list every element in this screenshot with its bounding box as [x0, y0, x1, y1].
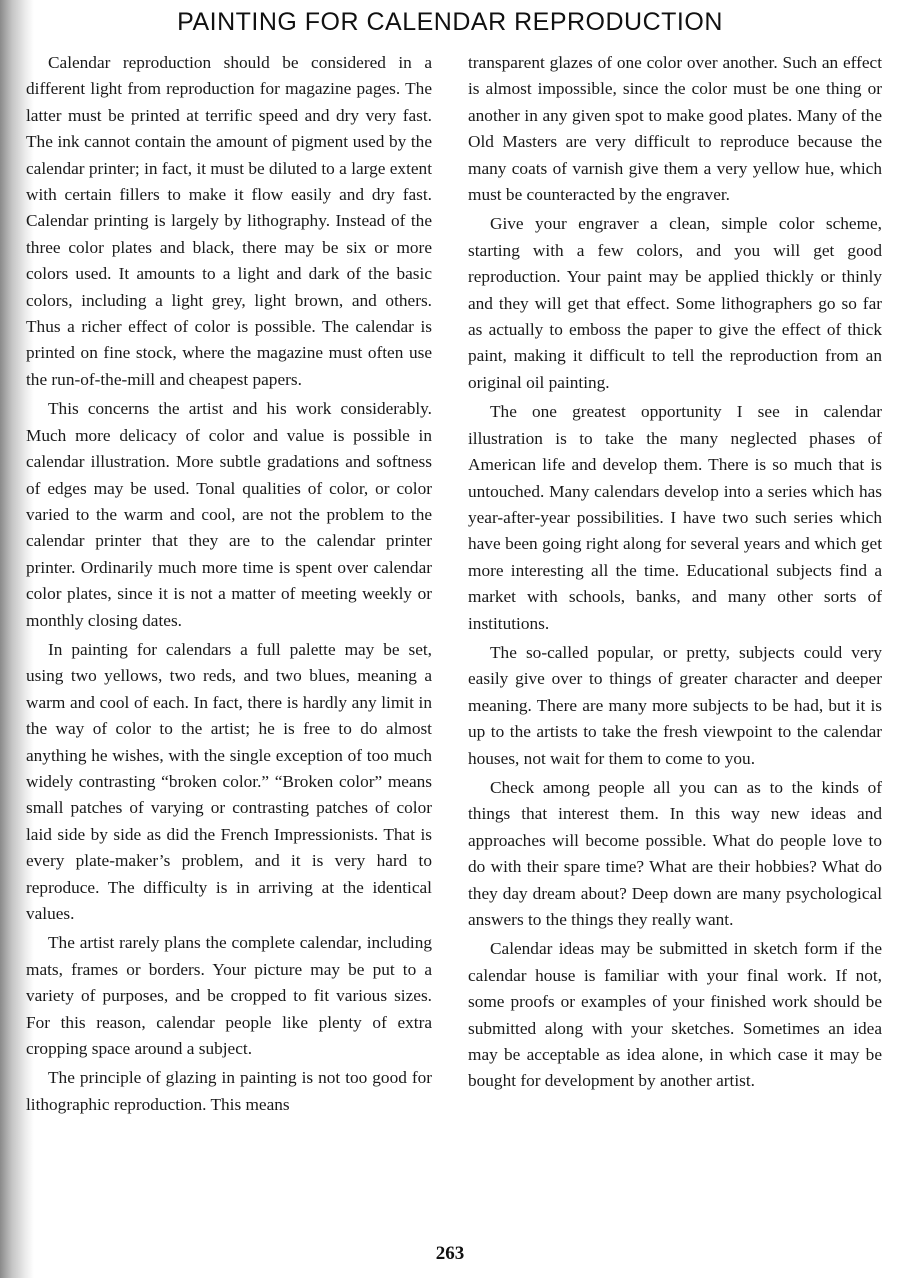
continued-paragraph: transparent glazes of one color over another. Such an effect is almost impossible, since the color must be one thing or another in any given spot to make good plates. Many of the Old Masters are very difficult to reproduce because the many coats of varnish give them a very yellow hue, which must be counteracted by the engraver.	[468, 53, 882, 205]
paragraph: This concerns the artist and his work considerably. Much more delicacy of color and value is possible in calendar illustration. More subtle gradations and softness of edges may be used. Tonal qualities of color, or color varied to the warm and cool, are not the problem to the calendar printer that they are to the calendar printer printer. Ordinarily much more time is spent over calendar color plates, since it is not a matter of meeting weekly or monthly closing dates.	[26, 399, 432, 630]
paragraph: Check among people all you can as to the kinds of things that interest them. In this way new ideas and approaches will become possible. What do people love to do with their spare time? What are their hobbies? What do they day dream about? Deep down are many psychological answers to the things they really want.	[468, 777, 882, 929]
paragraph: The one greatest opportunity I see in calendar illustration is to take the many neglected phases of American life and develop them. There is so much that is untouched. Many calendars develop into a series which has year-after-year possibilities. I have two such series which have been going right along for several years and which get more interesting all the time. Educational subjects find a market with schools, banks, and many other sorts of institutions.	[468, 402, 882, 633]
paragraph: Give your engraver a clean, simple color scheme, starting with a few colors, and you will get good reproduction. Your paint may be applied thickly or thinly and they will get that effect. Some lithographers go so far as actually to emboss the paper to give the effect of thick paint, making it difficult to tell the reproduction from an original oil painting.	[468, 214, 882, 392]
paragraph: The so-called popular, or pretty, subjects could very easily give over to things of greater character and deeper meaning. There are many more subjects to be had, but it is up to the artists to take the fresh viewpoint to the calendar houses, not wait for them to come to you.	[468, 642, 882, 768]
left-text-column	[26, 50, 432, 1121]
paragraph: In painting for calendars a full palette may be set, using two yellows, two reds, and two blues, meaning a warm and cool of each. In fact, there is hardly any limit in the way of color to the artist; he is free to do almost anything he wishes, with the single exception of too much widely contrasting “broken color.” “Broken color” means small patches of varying or contrasting patches of color laid side by side as did the French Impressionists. That is every plate-maker’s problem, and it is very hard to reproduce. The difficulty is in arriving at the identical values.	[26, 639, 432, 923]
paragraph: The principle of glazing in painting is not too good for lithographic reproduction. This means	[26, 1068, 432, 1114]
right-text-column	[468, 50, 882, 1098]
paragraph: The artist rarely plans the complete calendar, including mats, frames or borders. Your picture may be put to a variety of purposes, and be cropped to fit various sizes. For this reason, calendar people like plenty of extra cropping space around a subject.	[26, 933, 432, 1059]
page-number: 263	[435, 1243, 465, 1264]
page-title: PAINTING FOR CALENDAR REPRODUCTION	[177, 8, 723, 36]
paragraph: Calendar ideas may be submitted in sketch form if the calendar house is familiar with your final work. If not, some proofs or examples of your finished work should be submitted along with your sketches. Sometimes an idea may be acceptable as idea alone, in which case it may be bought for development by another artist.	[468, 939, 882, 1091]
paragraph: Calendar reproduction should be considered in a different light from reproduction for magazine pages. The latter must be printed at terrific speed and dry very fast. The ink cannot contain the amount of pigment used by the calendar printer; in fact, it must be diluted to a large extent with certain fillers to make it flow easily and dry fast. Calendar printing is largely by lithography. Instead of the three color plates and black, there may be six or more colors used. It amounts to a light and dark of the basic colors, including a light grey, light brown, and others. Thus a richer effect of color is possible. The calendar is printed on fine stock, where the magazine must often use the run-of-the-mill and cheapest papers.	[26, 53, 432, 389]
